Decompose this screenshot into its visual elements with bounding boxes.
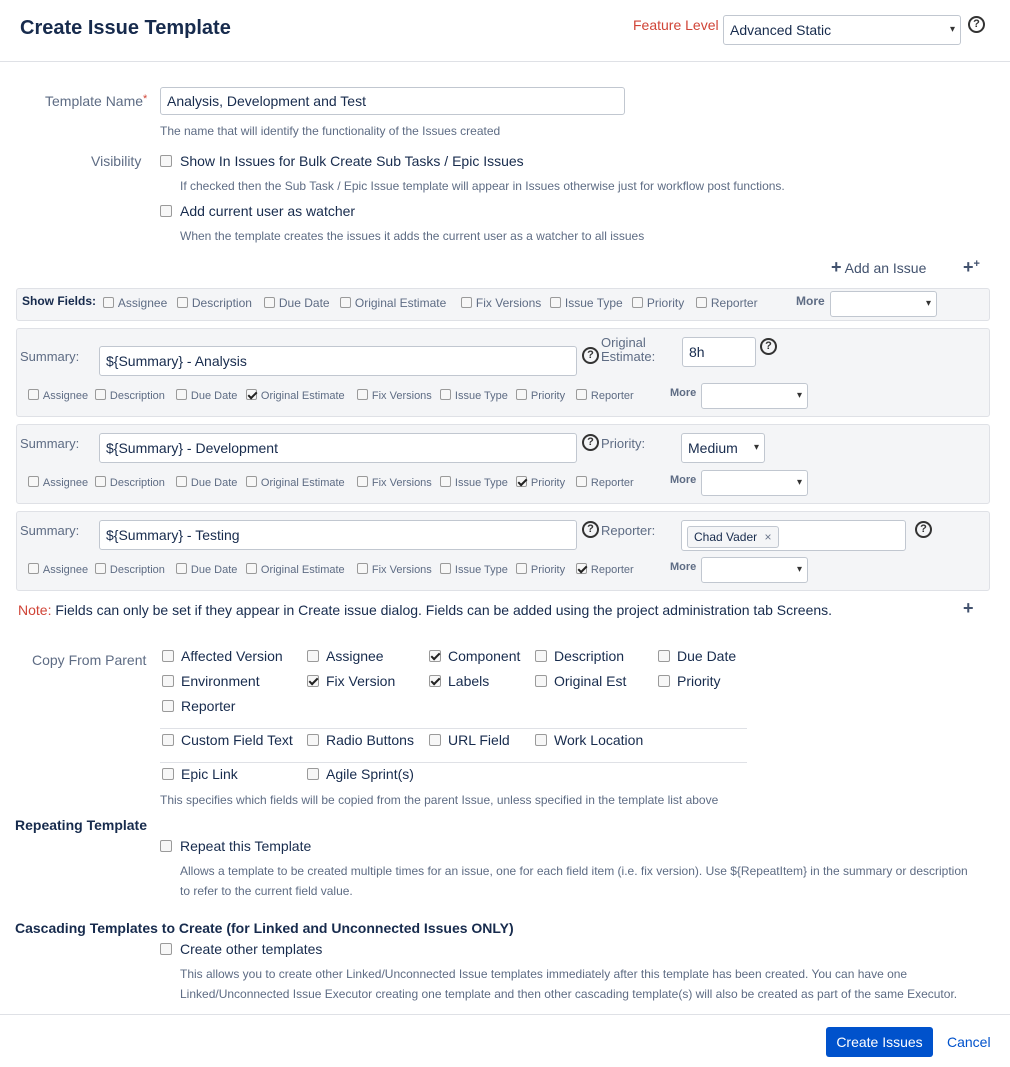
issue-1-more-label: More bbox=[670, 387, 697, 399]
copy-epic-link-label: Epic Link bbox=[181, 766, 238, 782]
feature-level-select[interactable] bbox=[723, 15, 961, 45]
issue-2-priority-value: Medium bbox=[688, 440, 738, 456]
plus-icon: + bbox=[963, 257, 974, 277]
template-name-input[interactable]: Analysis, Development and Test bbox=[160, 87, 625, 115]
dialog-title: Create Issue Template bbox=[20, 17, 231, 39]
issue-2-field-due-date[interactable]: Due Date bbox=[176, 473, 237, 489]
help-icon[interactable]: ? bbox=[582, 521, 599, 538]
copy-custom-field-text-label: Custom Field Text bbox=[181, 732, 293, 748]
note-prefix: Note: bbox=[18, 602, 52, 618]
issue-3-more-label: More bbox=[670, 561, 697, 573]
copy-fix-version-label: Fix Version bbox=[326, 673, 396, 689]
show-field-fix-versions[interactable]: Fix Versions bbox=[461, 294, 541, 310]
issue-2-field-fix-versions[interactable]: Fix Versions bbox=[357, 473, 432, 489]
issue-2-field-priority[interactable]: Priority bbox=[516, 473, 565, 489]
issue-3-field-reporter[interactable]: Reporter bbox=[576, 560, 634, 576]
copy-radio-buttons-label: Radio Buttons bbox=[326, 732, 414, 748]
copy-from-parent-label: Copy From Parent bbox=[32, 652, 147, 668]
copy-custom-field-text[interactable] bbox=[162, 732, 174, 748]
copy-original-est-label: Original Est bbox=[554, 673, 627, 689]
issue-3-field-priority[interactable]: Priority bbox=[516, 560, 565, 576]
issue-3-field-fix-versions[interactable]: Fix Versions bbox=[357, 560, 432, 576]
issue-1-field-original-estimate[interactable]: Original Estimate bbox=[246, 386, 345, 402]
show-field-reporter[interactable]: Reporter bbox=[696, 294, 758, 310]
copy-url-field-label: URL Field bbox=[448, 732, 510, 748]
visibility-bulk-label: Show In Issues for Bulk Create Sub Tasks / Epic Issues bbox=[180, 153, 524, 169]
plus-icon[interactable]: + bbox=[963, 598, 974, 618]
create-other-templates-label: Create other templates bbox=[180, 941, 323, 957]
help-icon[interactable]: ? bbox=[915, 521, 932, 538]
copy-reporter[interactable] bbox=[162, 698, 174, 714]
issue-2-field-label: Priority: bbox=[601, 436, 646, 451]
copy-work-location[interactable] bbox=[535, 732, 547, 748]
reporter-chip[interactable] bbox=[687, 526, 779, 548]
show-fields-label: Show Fields: bbox=[22, 294, 97, 308]
copy-work-location-label: Work Location bbox=[554, 732, 644, 748]
repeating-template-title: Repeating Template bbox=[15, 817, 147, 833]
copy-original-est[interactable] bbox=[535, 673, 547, 689]
feature-level-value: Advanced Static bbox=[730, 22, 832, 38]
copy-labels-label: Labels bbox=[448, 673, 490, 689]
add-multiple-button[interactable] bbox=[963, 258, 980, 276]
show-field-priority[interactable]: Priority bbox=[632, 294, 684, 310]
copy-description-label: Description bbox=[554, 648, 625, 664]
template-name-label: Template Name* bbox=[45, 93, 148, 109]
fields-note bbox=[18, 602, 832, 618]
feature-level-label: Feature Level bbox=[633, 17, 719, 33]
remove-icon[interactable]: × bbox=[764, 530, 772, 544]
chevron-down-icon: ▾ bbox=[949, 24, 955, 35]
watcher-checkbox[interactable] bbox=[160, 205, 172, 217]
issue-2-more-label: More bbox=[670, 474, 697, 486]
copy-agile-sprints[interactable] bbox=[307, 766, 319, 782]
issue-2-summary-label: Summary: bbox=[20, 436, 80, 451]
help-icon[interactable]: ? bbox=[582, 434, 599, 451]
copy-radio-buttons[interactable] bbox=[307, 732, 319, 748]
issue-3-field-label: Reporter: bbox=[601, 523, 656, 538]
issue-3-summary-label: Summary: bbox=[20, 523, 80, 538]
copy-priority-label: Priority bbox=[677, 673, 721, 689]
issue-3-field-assignee[interactable]: Assignee bbox=[28, 560, 88, 576]
repeat-template-label: Repeat this Template bbox=[180, 838, 312, 854]
issue-3-field-description[interactable]: Description bbox=[95, 560, 165, 576]
help-icon[interactable]: ? bbox=[582, 347, 599, 364]
issue-1-summary-input[interactable]: ${Summary} - Analysis bbox=[99, 346, 577, 376]
copy-environment[interactable] bbox=[162, 673, 174, 689]
issue-2-summary-input[interactable]: ${Summary} - Development bbox=[99, 433, 577, 463]
cancel-link[interactable]: Cancel bbox=[947, 1034, 991, 1050]
copy-due-date-label: Due Date bbox=[677, 648, 737, 664]
copy-epic-link[interactable] bbox=[162, 766, 174, 782]
issue-1-original-estimate-input[interactable]: 8h bbox=[682, 337, 756, 367]
visibility-label: Visibility bbox=[91, 153, 142, 169]
copy-due-date[interactable] bbox=[658, 648, 670, 664]
cascading-help-2: Linked/Unconnected Issue Executor creating one template and then other cascading template(s) will also be created as part of the same Executor. bbox=[180, 987, 958, 1001]
show-fields-options bbox=[103, 294, 167, 310]
issue-1-summary-label: Summary: bbox=[20, 349, 80, 364]
repeat-template-help-2: to refer to the current field value. bbox=[180, 884, 353, 898]
copy-assignee-label: Assignee bbox=[326, 648, 384, 664]
show-field-issue-type[interactable]: Issue Type bbox=[550, 294, 623, 310]
issue-3-field-issue-type[interactable]: Issue Type bbox=[440, 560, 508, 576]
cascading-templates-title: Cascading Templates to Create (for Linked and Unconnected Issues ONLY) bbox=[15, 920, 514, 936]
copy-divider-1 bbox=[160, 728, 747, 729]
watcher-help: When the template creates the issues it adds the current user as a watcher to all issues bbox=[180, 229, 645, 243]
chevron-down-icon: ▾ bbox=[796, 390, 802, 401]
issue-2-more-select[interactable] bbox=[701, 470, 808, 496]
help-icon[interactable]: ? bbox=[968, 16, 985, 33]
issue-1-field-fix-versions[interactable]: Fix Versions bbox=[357, 386, 432, 402]
issue-2-field-issue-type[interactable]: Issue Type bbox=[440, 473, 508, 489]
copy-assignee[interactable] bbox=[307, 648, 319, 664]
chevron-down-icon: ▾ bbox=[796, 477, 802, 488]
add-issue-button[interactable] bbox=[831, 258, 926, 276]
issue-1-field-issue-type[interactable]: Issue Type bbox=[440, 386, 508, 402]
copy-reporter-label: Reporter bbox=[181, 698, 236, 714]
copy-component-label: Component bbox=[448, 648, 521, 664]
show-field-description[interactable]: Description bbox=[177, 294, 252, 310]
header-divider bbox=[0, 61, 1010, 62]
show-fields-more-label: More bbox=[796, 294, 825, 308]
issue-2-field-reporter[interactable]: Reporter bbox=[576, 473, 634, 489]
copy-description[interactable] bbox=[535, 648, 547, 664]
watcher-option[interactable] bbox=[160, 203, 172, 219]
visibility-bulk-option[interactable] bbox=[160, 153, 172, 169]
issue-1-more-select[interactable] bbox=[701, 383, 808, 409]
add-issue-label: Add an Issue bbox=[844, 260, 927, 276]
show-field-original-estimate[interactable]: Original Estimate bbox=[340, 294, 446, 310]
issue-3-more-select[interactable] bbox=[701, 557, 808, 583]
copy-divider-2 bbox=[160, 762, 747, 763]
help-icon[interactable]: ? bbox=[760, 338, 777, 355]
footer-divider bbox=[0, 1014, 1010, 1015]
issue-3-field-due-date[interactable]: Due Date bbox=[176, 560, 237, 576]
issue-1-field-description[interactable]: Description bbox=[95, 386, 165, 402]
cascading-help-1: This allows you to create other Linked/Unconnected Issue templates immediately after this template has been created. You can have one bbox=[180, 967, 908, 981]
chevron-down-icon: ▾ bbox=[753, 442, 759, 453]
template-name-help: The name that will identify the functionality of the Issues created bbox=[160, 124, 501, 138]
copy-from-parent-help: This specifies which fields will be copied from the parent Issue, unless specified in the template list above bbox=[160, 793, 719, 807]
copy-fix-version[interactable] bbox=[307, 673, 319, 689]
chevron-down-icon: ▾ bbox=[925, 298, 931, 309]
issue-2-priority-select[interactable] bbox=[681, 433, 765, 463]
create-other-templates-checkbox[interactable] bbox=[160, 941, 172, 957]
required-mark: * bbox=[143, 93, 148, 105]
issue-1-field-reporter[interactable]: Reporter bbox=[576, 386, 634, 402]
copy-affected-version[interactable] bbox=[162, 648, 174, 664]
copy-component[interactable] bbox=[429, 648, 441, 664]
issue-3-summary-input[interactable]: ${Summary} - Testing bbox=[99, 520, 577, 550]
copy-url-field[interactable] bbox=[429, 732, 441, 748]
issue-1-field-assignee[interactable]: Assignee bbox=[28, 386, 88, 402]
chevron-down-icon: ▾ bbox=[796, 564, 802, 575]
create-issues-button[interactable]: Create Issues bbox=[826, 1027, 933, 1057]
copy-environment-label: Environment bbox=[181, 673, 260, 689]
visibility-bulk-help: If checked then the Sub Task / Epic Issue template will appear in Issues otherwise just for workflow post functions. bbox=[180, 179, 785, 193]
note-text: Fields can only be set if they appear in Create issue dialog. Fields can be added using the project administration tab Screens. bbox=[55, 602, 833, 618]
visibility-bulk-checkbox[interactable] bbox=[160, 155, 172, 167]
issue-1-field-label: Original Estimate: bbox=[601, 335, 656, 364]
repeat-template-help-1: Allows a template to be created multiple times for an issue, one for each field item (i.e. fix version). Use ${RepeatItem} in the summary or description bbox=[180, 864, 968, 878]
reporter-chip-label: Chad Vader bbox=[694, 530, 758, 544]
plus-small-icon: + bbox=[973, 258, 980, 270]
copy-priority[interactable] bbox=[658, 673, 670, 689]
show-fields-more-select[interactable] bbox=[830, 291, 937, 317]
repeat-template-checkbox[interactable] bbox=[160, 838, 172, 854]
issue-2-field-assignee[interactable]: Assignee bbox=[28, 473, 88, 489]
watcher-label: Add current user as watcher bbox=[180, 203, 356, 219]
copy-agile-sprints-label: Agile Sprint(s) bbox=[326, 766, 414, 782]
issue-1-field-due-date[interactable]: Due Date bbox=[176, 386, 237, 402]
issue-3-field-original-estimate[interactable]: Original Estimate bbox=[246, 560, 345, 576]
issue-2-field-original-estimate[interactable]: Original Estimate bbox=[246, 473, 345, 489]
show-field-assignee[interactable]: Assignee bbox=[103, 294, 167, 310]
show-field-due-date[interactable]: Due Date bbox=[264, 294, 330, 310]
copy-labels[interactable] bbox=[429, 673, 441, 689]
issue-2-field-description[interactable]: Description bbox=[95, 473, 165, 489]
plus-icon: + bbox=[831, 257, 842, 277]
issue-1-field-priority[interactable]: Priority bbox=[516, 386, 565, 402]
copy-affected-version-label: Affected Version bbox=[181, 648, 283, 664]
